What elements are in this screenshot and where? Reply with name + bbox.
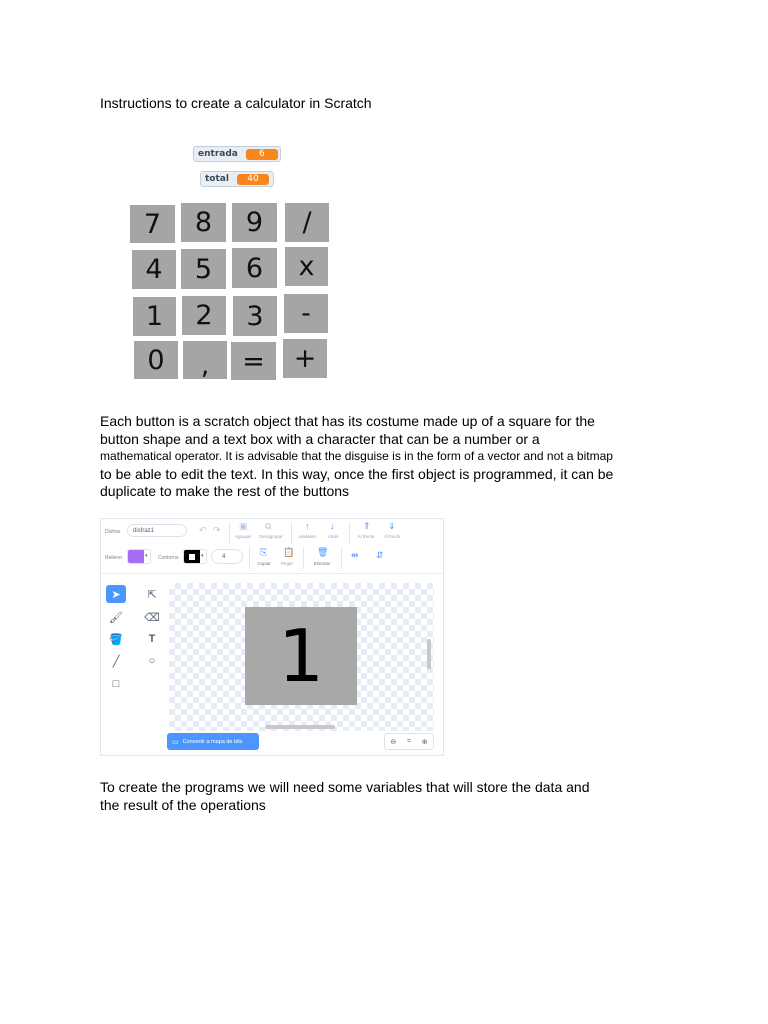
key-8[interactable]: 8 [181,203,226,242]
paragraph-line: To create the programs we will need some variables that will store the data and [100,779,590,795]
paragraph-line: button shape and a text box with a character that can be a number or a [100,430,540,447]
paragraph-line: mathematical operator. It is advisable that the disguise is in the form of a vector and not a bitmap [100,449,613,463]
ungroup-label: Desagrupar [259,534,283,539]
costume-canvas[interactable] [169,583,434,731]
toolbar-divider [229,522,230,544]
zoom-controls [384,733,434,750]
variable-monitor-entrada [193,146,281,162]
costume-editor-screenshot [100,518,444,756]
line-tool-icon[interactable]: ╱ [112,655,120,668]
reshape-tool-icon[interactable]: ⇱ [147,588,157,601]
circle-tool-icon[interactable]: ○ [148,655,156,667]
group-label: Agrupar [234,534,251,539]
costume-button-square: 1 [245,607,357,705]
backward-label: Atrás [327,534,339,539]
key-divide[interactable]: / [285,203,329,242]
forward-label: Adelante [298,534,316,539]
variable-name: entrada [198,149,238,159]
variable-name: total [205,174,229,184]
undo-icon[interactable]: ↶ [199,525,207,535]
toolbar-divider [349,522,350,544]
toolbar-separator [101,573,444,574]
back-label: Al fondo [383,534,401,539]
paragraph-button-description [100,413,613,501]
fill-color-swatch [128,550,144,563]
paragraph-line: Each button is a scratch object that has its costume made up of a square for the [100,413,595,429]
front-label: Al frente [357,534,375,539]
dropdown-arrow-icon: ▾ [145,553,148,559]
fill-tool-icon[interactable]: 🪣 [109,633,123,646]
forward-icon[interactable]: ↑ [305,521,310,531]
outline-label: Contorno [158,555,179,561]
paragraph-variables [100,779,589,814]
outline-color-picker[interactable] [183,549,207,564]
flip-vertical-icon[interactable]: ⇵ [376,550,384,560]
key-minus[interactable]: - [284,294,328,333]
document-title: Instructions to create a calculator in Scratch [100,95,372,111]
redo-icon[interactable]: ↷ [213,525,221,535]
toolbar-divider [249,547,250,569]
copy-label: Copiar [257,561,271,566]
costume-name-input[interactable]: disfraz1 [127,524,187,537]
zoom-in-icon[interactable]: ⊕ [421,738,428,746]
brush-tool-icon[interactable]: 🖌 [109,611,123,624]
key-7[interactable]: 7 [130,205,175,243]
outline-width-input[interactable]: 4 [211,549,243,564]
zoom-reset-button[interactable]: = [406,738,412,745]
toolbar-divider [303,547,304,569]
delete-label: Eliminar [313,561,331,566]
toolbar-divider [341,547,342,569]
variable-monitor-total [200,171,274,187]
convert-button-label: Convertir a mapa de bits [182,738,243,745]
paragraph-line: to be able to edit the text. In this way, once the first object is programmed, it can be [100,465,614,482]
rectangle-tool-icon[interactable]: □ [112,678,120,690]
zoom-out-icon[interactable]: ⊖ [390,738,397,746]
fill-label: Relleno [105,555,122,561]
key-multiply[interactable]: x [285,247,328,286]
select-tool-icon[interactable]: ➤ [106,585,126,603]
costume-label: Disfraz [105,529,121,535]
convert-to-bitmap-button[interactable] [167,733,259,750]
key-6[interactable]: 6 [232,248,277,288]
key-0[interactable]: 0 [134,341,178,379]
paste-label: Pegar [280,561,293,566]
horizontal-scrollbar[interactable] [265,725,335,729]
dropdown-arrow-icon: ▾ [201,553,204,559]
key-2[interactable]: 2 [182,296,226,335]
copy-icon[interactable]: ⎘ [260,547,268,557]
key-3[interactable]: 3 [233,296,277,336]
key-4[interactable]: 4 [132,250,176,289]
image-icon: ▭ [172,738,179,746]
vertical-scrollbar[interactable] [427,639,431,669]
key-9[interactable]: 9 [232,203,277,242]
delete-icon[interactable]: 🗑 [317,547,329,557]
key-comma[interactable]: , [183,341,227,379]
group-icon[interactable]: ▣ [239,521,248,531]
paste-icon[interactable]: 📋 [283,547,295,557]
variable-value: 40 [237,174,269,185]
backward-icon[interactable]: ↓ [330,521,335,531]
eraser-tool-icon[interactable]: ⌫ [144,611,160,624]
variable-value: 6 [246,149,278,160]
paragraph-line: the result of the operations [100,796,266,813]
text-tool-icon[interactable]: T [148,633,156,645]
toolbar-divider [291,522,292,544]
outline-color-swatch [184,550,200,563]
back-icon[interactable]: ⇓ [388,521,396,531]
key-1[interactable]: 1 [133,297,176,336]
key-equals[interactable]: = [231,342,276,380]
flip-horizontal-icon[interactable]: ⇹ [351,550,359,560]
ungroup-icon[interactable]: ⧉ [265,521,272,531]
paragraph-line: duplicate to make the rest of the buttons [100,483,350,499]
key-plus[interactable]: + [283,339,327,378]
key-5[interactable]: 5 [181,249,226,289]
front-icon[interactable]: ⇑ [363,521,371,531]
fill-color-picker[interactable] [127,549,151,564]
